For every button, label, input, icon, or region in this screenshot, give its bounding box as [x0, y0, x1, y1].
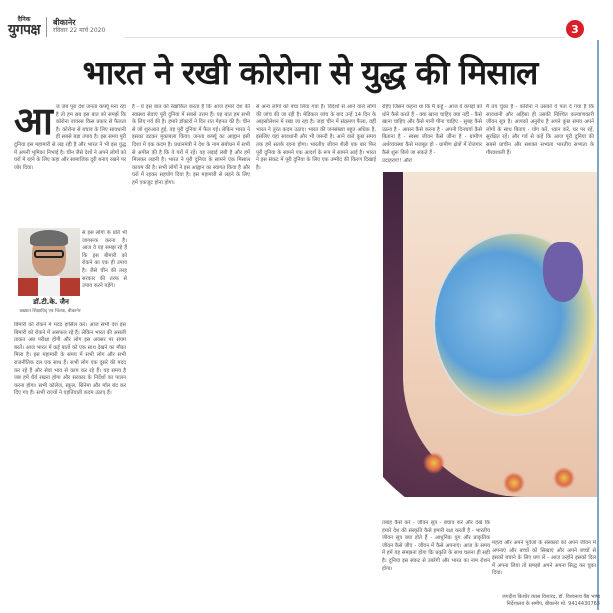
logo-main-text: युगपक्ष [8, 22, 40, 38]
author-title: प्रख्यात शिक्षाविद् एवं चिंतक, बीकानेर [19, 309, 81, 314]
author-name: डॉ.टी.के. जैन [33, 298, 69, 306]
virus-icon [503, 472, 525, 494]
masthead [8, 16, 105, 38]
article-column-3: से अन्य लोगों को बचा लिया गया है। विदेशों से आने वाले लोगों की जांच की जा रही है। मेडिकल जांच के बाद उन्हें 14 दिन के आइसोलेशन में रखा जा रहा है। जहां चीन में संक्रमण फैला, वहीं भारत ने तुरंत कदम उठाए। भारत की जनसंख्या बहुत अधिक है, इसलिए यहां सावधानी और भी जरूरी है। आने वाले कुछ समय तक हमें सतर्क रहना होगा। भारतीय जीवन शैली एक बार फिर पूरी दुनिया के सामने एक आदर्श के रूप में सामने आई है। भारत ने इस संकट में पूरी दुनिया के लिए एक उम्मीद की किरण दिखाई है। [256, 104, 376, 171]
masthead-divider [46, 17, 47, 37]
article-column-1-wrap: से इस लोगों के प्रति भी जागरूक करना है। आज वे यह समझ रहे हैं कि इस बीमारी को रोकने का एक ही उपाय है। जैसे चीन की तरह सरकार की तरफ से उपाय करने पड़ेंगे। [82, 230, 127, 290]
author-photo-collar [38, 276, 60, 296]
edition-city: बीकानेर [53, 18, 76, 28]
author-photo [18, 228, 80, 296]
credit-line-1: जगदीश किशोर व्यास विशारद, डॉ. विश्वनाथ वैद्य भाषा [502, 594, 600, 600]
coronavirus-globe-illustration [383, 172, 597, 497]
article-column-4-end: उदाहरण!! और! [382, 158, 413, 164]
article-column-4-top: रहिए जिसने कहना था कि मैं कहूं - आज ये कपड़ों को धोने कैसे करते हैं - क्या खाना चाहिए क्या नहीं - कैसे खाना चाहिए और कैसे पानी पीना चाहिए - सुबह कैसे उठना है - आसन कैसे करना है - अपनी दिनचर्या कैसे बिताना है - स्वस्थ जीवन कैसे जीना है - ग्रामीण अर्थव्यवस्था कैसे मजबूत हो - ग्रामीण क्षेत्रों में रोजगार कैसे शुरू किये जा सकते हैं - [382, 104, 482, 156]
logo-small-text: दैनिक [17, 16, 31, 23]
article-column-1-top [14, 104, 126, 228]
newspaper-logo [8, 17, 40, 37]
page-number-badge: 3 [566, 20, 584, 38]
edition-date: रविवार 22 मार्च 2020 [53, 27, 106, 35]
masthead-info [53, 19, 105, 34]
right-border-rule [597, 40, 599, 610]
author-credit [490, 594, 600, 608]
dropcap: आ [14, 104, 53, 143]
author-photo-hair [30, 230, 68, 246]
author-photo-glasses [34, 250, 64, 258]
article-column-6-bottom: तबाह कैसे करें - जीवन सूत्र - बचाव करें और देखें कि हमारे देश की संस्कृति कैसे हमारी रक्षा करती है - भारतीय जीवन सूत्र क्या होते हैं - आधुनिक युग और प्राकृतिक जीवन कैसे जीएं - जीवन में कैसे अपनाएं। आज के समय में हमें यह समझना होगा कि प्रकृति के साथ चलना ही सही है। दुनिया इस संकट से उबरेगी और भारत का नाम रोशन होगा। [382, 520, 490, 572]
article-column-5-top: मैं तय चुका है - कोरोना ने उसको ये पता दे गया है कि सावधानी और अहिंसा ही उसकी निश्चित कल्याणकारी जीवन सूत्र है। आपको अनुरोध है अपने कुछ समय अपने लोगों के साथ बिताएं - योग करें, ध्यान करें, घर पर रहें, सुरक्षित रहें। और गर्व से कहें कि आज पूरी दुनिया की सबसे प्राचीन और सशक्त सभ्यता भारतीय सभ्यता के गौरवशाली हैं। [486, 104, 594, 156]
virus-icon [423, 452, 445, 474]
column-1-text: ज जब पूरा देश जनता कर्फ्यू मना रहा है तो हम सब इस बात को समझें कि कोरोना वायरस किस प्रकार से फैलता है। कोरोना से बचाव के लिए सावधानी ही सबसे बड़ा उपाय है। इस समय पूरी दुनिया इस महामारी से लड़ रही है और भारत ने भी इस युद्ध में अपनी भूमिका निभाई है। चीन जैसे देशों ने अपने लोगों को घरों में रहने के लिए कहा और सामाजिक दूरी बनाए रखने पर जोर दिया। [14, 104, 126, 171]
masthead-rule [125, 37, 565, 38]
article-headline: भारत ने रखी कोरोना से युद्ध की मिसाल [82, 53, 538, 92]
article-column-1-bottom: बिमारी को रोकने में मदद हासिल करें। आज सभी देश इस बिमारी को रोकने में असफल रहे हैं। लेकिन भारत की असली ताकत अब परीक्षा होगी और लोग इस अवसर पर संयम बरतें। आज भारत में कई बातों को एक साथ देखने का मौका मिला है। इस महामारी के समय में सभी लोग और सभी राजनीतिक दल एक साथ हैं। सभी लोग एक दूसरे की मदद कर रहे हैं और सेवा भाव से काम कर रहे हैं। यह समय है जब हमें धैर्य रखना होगा और सरकार के निर्देशों का पालन करना होगा। सभी कॉलेज, स्कूल, सिनेमा और मॉल बंद कर दिए गए हैं। सभी राज्यों ने एहतियाती कदम उठाए हैं। [14, 322, 126, 397]
article-column-2: है - ये इस बात को रेखांकित करता है कि आज हमारे देश की स्वास्थ्य सेवाएं पूरी दुनिया में सबसे उत्तम हैं। यह बात हम सभी के लिए गर्व की है। हमारे डॉक्टरों ने दिन रात मेहनत की है। चीन से जो शुरुआत हुई, वह पूरी दुनिया में फैल गई। लेकिन भारत ने इसका डटकर मुकाबला किया। जनता कर्फ्यू का आह्वान इसी दिशा में एक कदम है। प्रधानमंत्री ने देश के नाम संबोधन में सभी से अपील की है कि वे घरों में रहें। यह लड़ाई लंबी है और हमें मिलकर लड़नी है। भारत ने पूरी दुनिया के सामने एक मिसाल कायम की है। सभी लोगों ने इस आह्वान का स्वागत किया है और घरों में रहकर सहयोग दिया है। इस महामारी से लड़ने के लिए हमें एकजुट होना होगा। [132, 104, 250, 186]
purple-glove-icon [543, 242, 583, 302]
article-column-7-bottom: महत्व और अपने पूर्वजों के संस्कारों को अपने जीवन में अपनाएं और बच्चों को सिखाएं और अपने बच्चों से इसको बचाने के लिए प्रण लें - आज उन्होंने इसको दिल में अपना लिया तो समझो अपने अपना सिद्ध कर चुका दिया। [492, 540, 596, 577]
virus-icon [553, 467, 575, 489]
credit-line-2: निर्देशालय के समीप, बीकानेर मो. 9414430763 [506, 601, 600, 607]
